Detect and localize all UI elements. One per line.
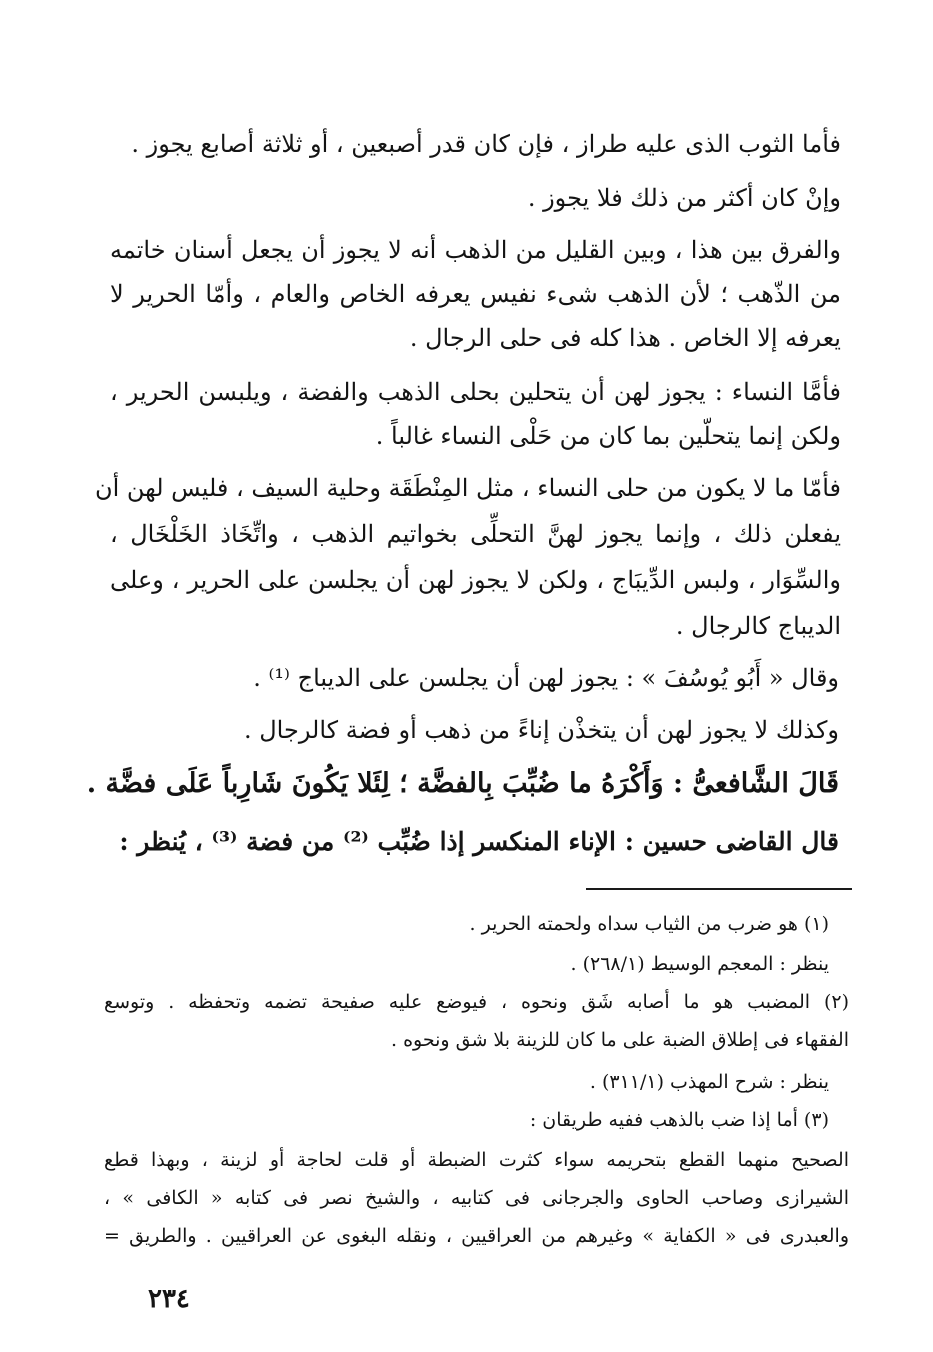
- page-number: ٢٣٤: [148, 1284, 190, 1314]
- body-line-10: والسِّوَار ، ولبس الدِّيبَاج ، ولكن لا يجوز لهن أن يجلسن على الحرير ، وعلى: [110, 566, 841, 594]
- body-line-9: يفعلن ذلك ، وإنما يجوز لهنَّ التحلِّى بخواتيم الذهب ، واتِّخَاذ الخَلْخَال ،: [110, 520, 841, 548]
- body-line-13: وكذلك لا يجوز لهن أن يتخذْن إناءً من ذهب أو فضة كالرجال .: [243, 716, 839, 744]
- footnote-line-7: الصحيح منهما القطع بتحريمه سواء كثرت الضبطة أو قلت لحاجة أو لزينة ، وبهذا قطع: [104, 1149, 849, 1171]
- body-line-2: وإنْ كان أكثر من ذلك فلا يجوز .: [527, 184, 841, 212]
- footnote-line-2: ينظر : المعجم الوسيط (٢٦٨/١) .: [570, 953, 829, 975]
- footnote-line-4: الفقهاء فى إطلاق الضبة على ما كان للزينة بلا شق ونحوه .: [391, 1029, 849, 1051]
- footnote-separator: [586, 888, 852, 890]
- footnote-line-9: والعبدرى فى « الكفاية » وغيرهم من العراقيين ، ونقله البغوى عن العراقيين . والطريق =: [104, 1225, 849, 1247]
- body-line-12: وقال « أَبُو يُوسُفَ » : يجوز لهن أن يجلسن على الديباج ⁽¹⁾ .: [253, 664, 839, 692]
- footnote-line-3: (٢) المضبب هو ما أصابه شَق ونحوه ، فيوضع عليه صفيحة تضمه وتحفظه . وتوسع: [104, 991, 849, 1013]
- footnote-line-5: ينظر : شرح المهذب (٣١١/١) .: [589, 1071, 829, 1093]
- shafii-quote: قَالَ الشَّافعىُّ : وَأَكْرَهُ ما ضُبِّبَ بِالفضَّة ؛ لِئَلا يَكُونَ شَارِباً عَلَى فضَّة .: [86, 768, 839, 799]
- footnote-line-1: (١) هو ضرب من الثياب سداه ولحمته الحرير .: [469, 913, 829, 935]
- body-line-5: يعرفه إلا الخاص . هذا كله فى حلى الرجال .: [409, 324, 841, 352]
- body-line-4: من الذّهب ؛ لأن الذهب شىء نفيس يعرفه الخاص والعام ، وأمّا الحرير لا: [110, 280, 842, 308]
- footnote-line-8: الشيرازى وصاحب الحاوى والجرجانى فى كتابيه ، والشيخ نصر فى كتابه « الكافى » ،: [104, 1187, 849, 1209]
- body-line-7: ولكن إنما يتحلّين بما كان من حَلْى النساء غالباً .: [375, 422, 841, 450]
- body-line-8: فأمّا ما لا يكون من حلى النساء ، مثل المِنْطَقَة وحلية السيف ، فليس لهن أن: [94, 474, 841, 502]
- body-line-6: فأمَّا النساء : يجوز لهن أن يتحلين بحلى الذهب والفضة ، ويلبسن الحرير ،: [110, 378, 841, 406]
- body-line-15: قال القاضى حسين : الإناء المنكسر إذا ضُبِّب ⁽²⁾ من فضة ⁽³⁾ ، يُنظر :: [119, 827, 839, 856]
- body-line-1: فأما الثوب الذى عليه طراز ، فإن كان قدر أصبعين ، أو ثلاثة أصابع يجوز .: [131, 130, 841, 158]
- body-line-3: والفرق بين هذا ، وبين القليل من الذهب أنه لا يجوز أن يجعل أسنان خاتمه: [110, 236, 841, 264]
- body-line-11: الديباج كالرجال .: [675, 612, 841, 640]
- footnote-line-6: (٣) أما إذا ضب بالذهب ففيه طريقان :: [529, 1109, 829, 1131]
